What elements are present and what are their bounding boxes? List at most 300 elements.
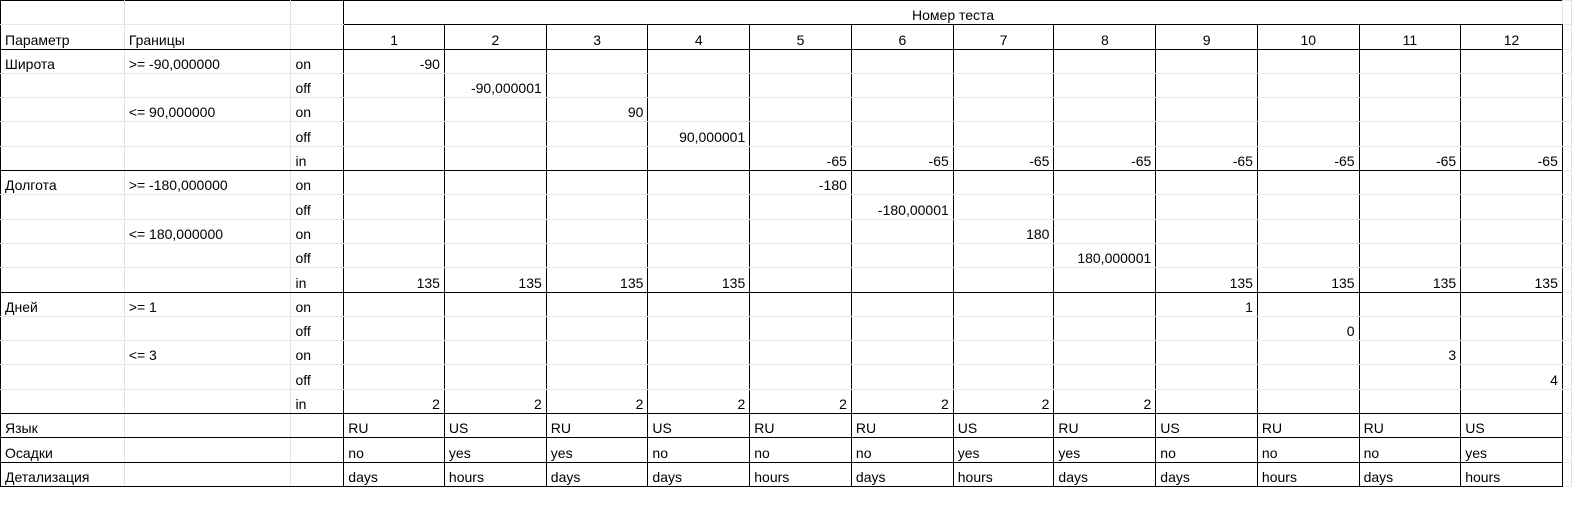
blank-cell[interactable] — [1, 1, 125, 25]
kind-cell[interactable]: off — [291, 243, 344, 267]
value-cell[interactable] — [546, 292, 648, 316]
value-cell[interactable] — [953, 171, 1054, 195]
blank-cell[interactable] — [1562, 243, 1571, 267]
value-cell[interactable] — [1054, 341, 1156, 365]
blank-cell[interactable] — [1562, 414, 1571, 438]
kind-cell[interactable]: in — [291, 146, 344, 170]
value-cell[interactable] — [1359, 73, 1461, 97]
bound-cell[interactable] — [124, 195, 291, 219]
value-cell[interactable] — [1359, 122, 1461, 146]
kind-cell[interactable]: off — [291, 316, 344, 340]
value-cell[interactable]: hours — [750, 462, 852, 486]
blank-cell[interactable] — [1562, 1, 1571, 25]
bound-cell[interactable] — [124, 389, 291, 413]
blank-cell[interactable] — [1562, 122, 1571, 146]
value-cell[interactable] — [648, 49, 750, 73]
value-cell[interactable]: US — [444, 414, 546, 438]
value-cell[interactable]: -65 — [1156, 146, 1258, 170]
param-name[interactable]: Детализация — [1, 462, 125, 486]
value-cell[interactable] — [1461, 122, 1563, 146]
test-number-header[interactable]: 11 — [1359, 25, 1461, 49]
value-cell[interactable]: -65 — [750, 146, 852, 170]
value-cell[interactable]: 2 — [648, 389, 750, 413]
test-number-header[interactable]: 4 — [648, 25, 750, 49]
value-cell[interactable]: -90 — [344, 49, 445, 73]
value-cell[interactable] — [1156, 316, 1258, 340]
value-cell[interactable] — [444, 49, 546, 73]
blank-cell[interactable] — [124, 414, 291, 438]
value-cell[interactable] — [750, 98, 852, 122]
test-number-header[interactable]: 9 — [1156, 25, 1258, 49]
value-cell[interactable] — [750, 219, 852, 243]
value-cell[interactable]: -90,000001 — [444, 73, 546, 97]
value-cell[interactable] — [1257, 389, 1359, 413]
value-cell[interactable] — [444, 243, 546, 267]
value-cell[interactable] — [1257, 341, 1359, 365]
value-cell[interactable] — [344, 365, 445, 389]
value-cell[interactable] — [1257, 171, 1359, 195]
value-cell[interactable] — [444, 98, 546, 122]
value-cell[interactable]: 2 — [851, 389, 953, 413]
blank-cell[interactable] — [1562, 438, 1571, 462]
value-cell[interactable] — [1359, 316, 1461, 340]
blank-cell[interactable] — [124, 1, 291, 25]
value-cell[interactable] — [546, 365, 648, 389]
value-cell[interactable] — [851, 268, 953, 292]
value-cell[interactable] — [444, 146, 546, 170]
value-cell[interactable] — [344, 292, 445, 316]
blank-cell[interactable] — [1562, 462, 1571, 486]
value-cell[interactable]: RU — [546, 414, 648, 438]
value-cell[interactable]: no — [851, 438, 953, 462]
value-cell[interactable]: 135 — [1461, 268, 1563, 292]
value-cell[interactable] — [1156, 195, 1258, 219]
value-cell[interactable]: 2 — [750, 389, 852, 413]
value-cell[interactable]: 135 — [344, 268, 445, 292]
value-cell[interactable] — [1461, 389, 1563, 413]
value-cell[interactable] — [1461, 243, 1563, 267]
value-cell[interactable]: RU — [1359, 414, 1461, 438]
blank-cell[interactable] — [1, 389, 125, 413]
value-cell[interactable] — [1359, 195, 1461, 219]
value-cell[interactable]: 3 — [1359, 341, 1461, 365]
value-cell[interactable] — [344, 73, 445, 97]
value-cell[interactable] — [1156, 219, 1258, 243]
value-cell[interactable]: 135 — [1359, 268, 1461, 292]
value-cell[interactable] — [444, 316, 546, 340]
value-cell[interactable]: -180,00001 — [851, 195, 953, 219]
value-cell[interactable] — [444, 195, 546, 219]
value-cell[interactable] — [953, 122, 1054, 146]
value-cell[interactable]: days — [1156, 462, 1258, 486]
value-cell[interactable]: days — [1054, 462, 1156, 486]
kind-cell[interactable]: on — [291, 292, 344, 316]
value-cell[interactable] — [444, 341, 546, 365]
value-cell[interactable] — [1054, 49, 1156, 73]
bound-cell[interactable]: >= -90,000000 — [124, 49, 291, 73]
kind-cell[interactable]: in — [291, 389, 344, 413]
value-cell[interactable]: 135 — [444, 268, 546, 292]
value-cell[interactable]: 0 — [1257, 316, 1359, 340]
value-cell[interactable] — [851, 219, 953, 243]
value-cell[interactable] — [1257, 73, 1359, 97]
value-cell[interactable] — [851, 171, 953, 195]
kind-cell[interactable]: on — [291, 98, 344, 122]
blank-cell[interactable] — [1562, 98, 1571, 122]
value-cell[interactable] — [1461, 195, 1563, 219]
blank-cell[interactable] — [291, 1, 344, 25]
value-cell[interactable]: US — [953, 414, 1054, 438]
kind-cell[interactable]: off — [291, 195, 344, 219]
kind-cell[interactable]: in — [291, 268, 344, 292]
blank-cell[interactable] — [1562, 292, 1571, 316]
bound-cell[interactable] — [124, 146, 291, 170]
value-cell[interactable] — [1054, 365, 1156, 389]
kind-cell[interactable]: off — [291, 365, 344, 389]
blank-cell[interactable] — [1, 219, 125, 243]
value-cell[interactable] — [1257, 219, 1359, 243]
value-cell[interactable] — [1156, 98, 1258, 122]
value-cell[interactable]: no — [1156, 438, 1258, 462]
test-number-header[interactable]: 8 — [1054, 25, 1156, 49]
bound-cell[interactable] — [124, 268, 291, 292]
param-name[interactable]: Долгота — [1, 171, 125, 195]
value-cell[interactable] — [1359, 243, 1461, 267]
value-cell[interactable] — [1156, 341, 1258, 365]
value-cell[interactable] — [750, 292, 852, 316]
value-cell[interactable] — [546, 73, 648, 97]
value-cell[interactable] — [953, 49, 1054, 73]
value-cell[interactable]: 2 — [344, 389, 445, 413]
bound-cell[interactable] — [124, 122, 291, 146]
value-cell[interactable] — [546, 146, 648, 170]
value-cell[interactable] — [851, 73, 953, 97]
value-cell[interactable] — [546, 49, 648, 73]
value-cell[interactable] — [953, 268, 1054, 292]
test-number-header[interactable]: 7 — [953, 25, 1054, 49]
value-cell[interactable]: yes — [953, 438, 1054, 462]
value-cell[interactable] — [648, 195, 750, 219]
bound-cell[interactable]: >= 1 — [124, 292, 291, 316]
value-cell[interactable] — [750, 49, 852, 73]
value-cell[interactable] — [953, 292, 1054, 316]
param-name[interactable]: Дней — [1, 292, 125, 316]
test-number-header[interactable]: 12 — [1461, 25, 1563, 49]
value-cell[interactable] — [1359, 98, 1461, 122]
blank-cell[interactable] — [1, 316, 125, 340]
blank-cell[interactable] — [1562, 389, 1571, 413]
test-number-group-title[interactable]: Номер теста — [344, 1, 1563, 25]
value-cell[interactable]: -65 — [851, 146, 953, 170]
value-cell[interactable] — [648, 219, 750, 243]
value-cell[interactable]: RU — [1257, 414, 1359, 438]
kind-cell[interactable]: off — [291, 122, 344, 146]
value-cell[interactable]: -65 — [1461, 146, 1563, 170]
blank-cell[interactable] — [291, 414, 344, 438]
bound-cell[interactable] — [124, 316, 291, 340]
value-cell[interactable] — [1156, 365, 1258, 389]
value-cell[interactable]: days — [648, 462, 750, 486]
value-cell[interactable] — [344, 171, 445, 195]
value-cell[interactable]: RU — [344, 414, 445, 438]
value-cell[interactable] — [1257, 292, 1359, 316]
param-name[interactable]: Широта — [1, 49, 125, 73]
test-number-header[interactable]: 2 — [444, 25, 546, 49]
value-cell[interactable] — [344, 341, 445, 365]
value-cell[interactable] — [1359, 389, 1461, 413]
value-cell[interactable]: no — [1257, 438, 1359, 462]
value-cell[interactable] — [750, 122, 852, 146]
value-cell[interactable] — [1156, 389, 1258, 413]
value-cell[interactable]: 2 — [546, 389, 648, 413]
kind-cell[interactable]: on — [291, 171, 344, 195]
value-cell[interactable] — [1257, 365, 1359, 389]
value-cell[interactable] — [953, 98, 1054, 122]
blank-cell[interactable] — [1, 341, 125, 365]
value-cell[interactable] — [1461, 316, 1563, 340]
value-cell[interactable] — [648, 146, 750, 170]
blank-cell[interactable] — [1562, 316, 1571, 340]
value-cell[interactable]: 2 — [953, 389, 1054, 413]
value-cell[interactable]: 2 — [1054, 389, 1156, 413]
value-cell[interactable] — [1461, 292, 1563, 316]
blank-cell[interactable] — [291, 438, 344, 462]
blank-cell[interactable] — [1, 365, 125, 389]
value-cell[interactable]: yes — [546, 438, 648, 462]
value-cell[interactable] — [851, 316, 953, 340]
kind-cell[interactable]: on — [291, 219, 344, 243]
value-cell[interactable] — [546, 219, 648, 243]
value-cell[interactable]: 135 — [1156, 268, 1258, 292]
value-cell[interactable]: no — [648, 438, 750, 462]
value-cell[interactable] — [444, 171, 546, 195]
value-cell[interactable] — [953, 316, 1054, 340]
value-cell[interactable] — [648, 98, 750, 122]
value-cell[interactable] — [1257, 49, 1359, 73]
value-cell[interactable]: no — [344, 438, 445, 462]
bound-cell[interactable]: >= -180,000000 — [124, 171, 291, 195]
value-cell[interactable] — [1054, 316, 1156, 340]
value-cell[interactable] — [648, 243, 750, 267]
value-cell[interactable]: 135 — [648, 268, 750, 292]
value-cell[interactable] — [1257, 98, 1359, 122]
blank-cell[interactable] — [291, 462, 344, 486]
value-cell[interactable] — [1054, 122, 1156, 146]
value-cell[interactable]: no — [1359, 438, 1461, 462]
value-cell[interactable]: days — [851, 462, 953, 486]
value-cell[interactable]: hours — [953, 462, 1054, 486]
test-number-header[interactable]: 3 — [546, 25, 648, 49]
value-cell[interactable] — [648, 171, 750, 195]
test-number-header[interactable]: 10 — [1257, 25, 1359, 49]
value-cell[interactable] — [1359, 219, 1461, 243]
value-cell[interactable] — [851, 49, 953, 73]
value-cell[interactable] — [1461, 171, 1563, 195]
value-cell[interactable] — [953, 73, 1054, 97]
value-cell[interactable] — [953, 341, 1054, 365]
value-cell[interactable]: hours — [444, 462, 546, 486]
value-cell[interactable] — [851, 98, 953, 122]
value-cell[interactable] — [1156, 122, 1258, 146]
value-cell[interactable]: 1 — [1156, 292, 1258, 316]
value-cell[interactable] — [344, 122, 445, 146]
value-cell[interactable] — [1359, 49, 1461, 73]
value-cell[interactable]: RU — [1054, 414, 1156, 438]
value-cell[interactable] — [648, 73, 750, 97]
value-cell[interactable]: days — [344, 462, 445, 486]
value-cell[interactable]: hours — [1257, 462, 1359, 486]
value-cell[interactable] — [1359, 292, 1461, 316]
value-cell[interactable]: 180 — [953, 219, 1054, 243]
bound-cell[interactable] — [124, 365, 291, 389]
value-cell[interactable]: 135 — [546, 268, 648, 292]
value-cell[interactable]: US — [1156, 414, 1258, 438]
value-cell[interactable]: 90 — [546, 98, 648, 122]
value-cell[interactable] — [648, 365, 750, 389]
value-cell[interactable] — [1461, 49, 1563, 73]
value-cell[interactable] — [1257, 122, 1359, 146]
value-cell[interactable] — [1359, 365, 1461, 389]
value-cell[interactable] — [648, 292, 750, 316]
value-cell[interactable] — [344, 219, 445, 243]
param-name[interactable]: Осадки — [1, 438, 125, 462]
value-cell[interactable]: yes — [444, 438, 546, 462]
value-cell[interactable] — [546, 341, 648, 365]
test-number-header[interactable]: 6 — [851, 25, 953, 49]
blank-cell[interactable] — [1562, 25, 1571, 49]
blank-cell[interactable] — [1, 243, 125, 267]
blank-cell[interactable] — [1562, 146, 1571, 170]
value-cell[interactable] — [750, 195, 852, 219]
value-cell[interactable]: -180 — [750, 171, 852, 195]
value-cell[interactable] — [1359, 171, 1461, 195]
bound-cell[interactable] — [124, 243, 291, 267]
value-cell[interactable]: yes — [1054, 438, 1156, 462]
value-cell[interactable]: -65 — [1054, 146, 1156, 170]
value-cell[interactable] — [444, 365, 546, 389]
value-cell[interactable]: -65 — [1359, 146, 1461, 170]
value-cell[interactable] — [648, 341, 750, 365]
bound-cell[interactable]: <= 3 — [124, 341, 291, 365]
value-cell[interactable]: 2 — [444, 389, 546, 413]
value-cell[interactable]: -65 — [1257, 146, 1359, 170]
blank-cell[interactable] — [1, 73, 125, 97]
value-cell[interactable]: days — [1359, 462, 1461, 486]
kind-cell[interactable]: on — [291, 49, 344, 73]
value-cell[interactable] — [953, 195, 1054, 219]
param-header[interactable]: Параметр — [1, 25, 125, 49]
blank-cell[interactable] — [1562, 171, 1571, 195]
value-cell[interactable] — [546, 316, 648, 340]
value-cell[interactable] — [444, 122, 546, 146]
test-number-header[interactable]: 5 — [750, 25, 852, 49]
bound-cell[interactable] — [124, 73, 291, 97]
value-cell[interactable] — [444, 292, 546, 316]
value-cell[interactable] — [1054, 171, 1156, 195]
blank-cell[interactable] — [1562, 341, 1571, 365]
value-cell[interactable] — [344, 146, 445, 170]
value-cell[interactable]: RU — [851, 414, 953, 438]
value-cell[interactable]: US — [648, 414, 750, 438]
value-cell[interactable] — [444, 219, 546, 243]
blank-cell[interactable] — [1, 146, 125, 170]
value-cell[interactable] — [1156, 49, 1258, 73]
value-cell[interactable] — [546, 122, 648, 146]
blank-cell[interactable] — [1562, 268, 1571, 292]
value-cell[interactable] — [1054, 195, 1156, 219]
value-cell[interactable] — [1156, 171, 1258, 195]
value-cell[interactable] — [750, 243, 852, 267]
value-cell[interactable]: no — [750, 438, 852, 462]
blank-cell[interactable] — [1, 195, 125, 219]
value-cell[interactable]: 135 — [1257, 268, 1359, 292]
value-cell[interactable] — [851, 365, 953, 389]
value-cell[interactable] — [1461, 341, 1563, 365]
value-cell[interactable]: 90,000001 — [648, 122, 750, 146]
test-number-header[interactable]: 1 — [344, 25, 445, 49]
value-cell[interactable] — [1461, 219, 1563, 243]
value-cell[interactable] — [851, 243, 953, 267]
blank-cell[interactable] — [1, 122, 125, 146]
blank-cell[interactable] — [1, 98, 125, 122]
bound-cell[interactable]: <= 90,000000 — [124, 98, 291, 122]
value-cell[interactable]: US — [1461, 414, 1563, 438]
value-cell[interactable] — [344, 316, 445, 340]
bound-cell[interactable]: <= 180,000000 — [124, 219, 291, 243]
value-cell[interactable] — [1054, 219, 1156, 243]
value-cell[interactable]: 180,000001 — [1054, 243, 1156, 267]
value-cell[interactable]: days — [546, 462, 648, 486]
value-cell[interactable]: RU — [750, 414, 852, 438]
value-cell[interactable] — [344, 195, 445, 219]
blank-cell[interactable] — [124, 462, 291, 486]
param-name[interactable]: Язык — [1, 414, 125, 438]
value-cell[interactable] — [1054, 268, 1156, 292]
value-cell[interactable] — [953, 365, 1054, 389]
value-cell[interactable] — [953, 243, 1054, 267]
value-cell[interactable] — [1054, 292, 1156, 316]
value-cell[interactable]: 4 — [1461, 365, 1563, 389]
value-cell[interactable] — [1156, 73, 1258, 97]
blank-cell[interactable] — [1562, 365, 1571, 389]
value-cell[interactable] — [1257, 195, 1359, 219]
value-cell[interactable] — [546, 171, 648, 195]
blank-cell[interactable] — [1562, 73, 1571, 97]
value-cell[interactable] — [344, 243, 445, 267]
bounds-header[interactable]: Границы — [124, 25, 291, 49]
kind-header[interactable] — [291, 25, 344, 49]
value-cell[interactable] — [750, 73, 852, 97]
value-cell[interactable] — [1461, 73, 1563, 97]
value-cell[interactable] — [750, 268, 852, 292]
value-cell[interactable]: yes — [1461, 438, 1563, 462]
value-cell[interactable] — [1257, 243, 1359, 267]
value-cell[interactable] — [1054, 98, 1156, 122]
value-cell[interactable] — [344, 98, 445, 122]
blank-cell[interactable] — [1, 268, 125, 292]
value-cell[interactable] — [1156, 243, 1258, 267]
value-cell[interactable] — [1461, 98, 1563, 122]
blank-cell[interactable] — [1562, 49, 1571, 73]
value-cell[interactable]: hours — [1461, 462, 1563, 486]
kind-cell[interactable]: on — [291, 341, 344, 365]
value-cell[interactable] — [851, 122, 953, 146]
blank-cell[interactable] — [1562, 219, 1571, 243]
value-cell[interactable]: -65 — [953, 146, 1054, 170]
value-cell[interactable] — [750, 316, 852, 340]
value-cell[interactable] — [750, 341, 852, 365]
kind-cell[interactable]: off — [291, 73, 344, 97]
